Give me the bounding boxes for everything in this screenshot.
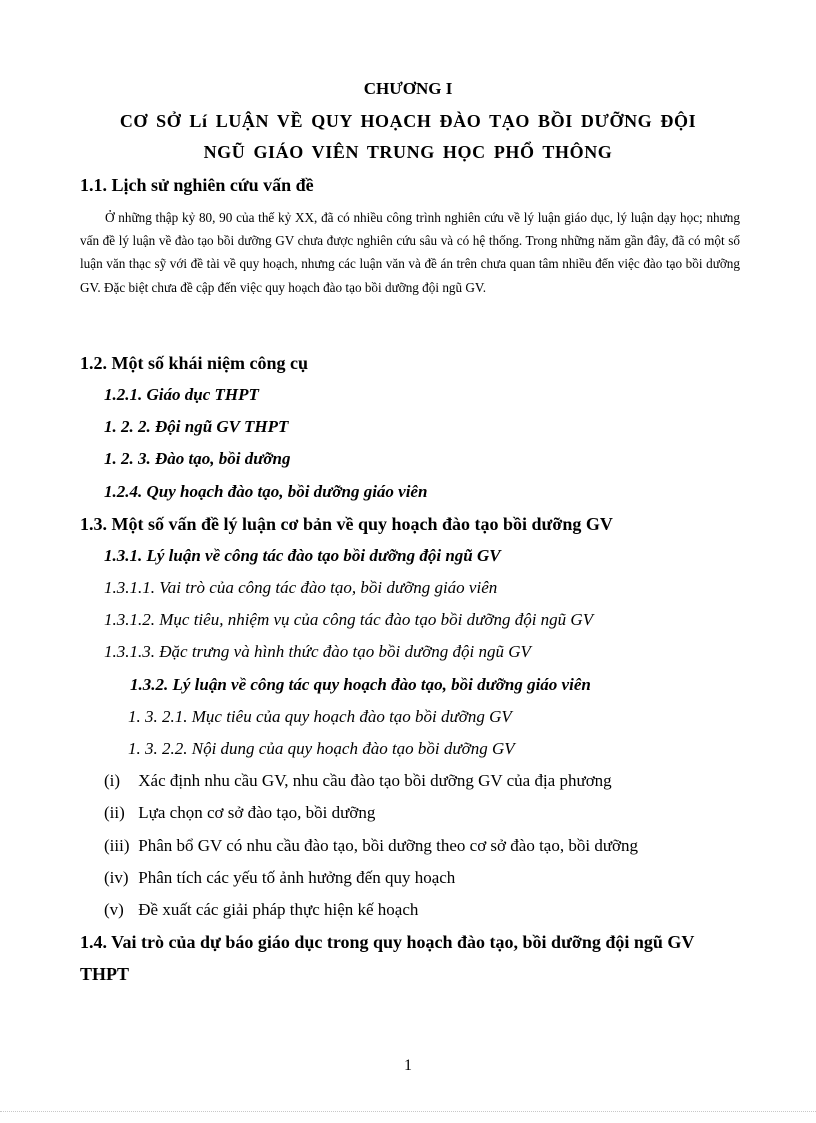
list-item-number: (ii): [104, 803, 125, 822]
section-heading-1-3: 1.3. Một số vấn đề lý luận cơ bản về quy hoạch đào tạo bồi dưỡng GV: [80, 514, 613, 534]
section-heading-1-4-line-2: THPT: [80, 964, 130, 984]
list-item: [104, 772, 612, 789]
subsection-1-3-1-3: 1.3.1.3. Đặc trưng và hình thức đào tạo bồi dưỡng đội ngũ GV: [104, 642, 531, 661]
list-item-number: (v): [104, 900, 124, 919]
list-item-text: Xác định nhu cầu GV, nhu cầu đào tạo bồi dưỡng GV của địa phương: [138, 771, 612, 790]
subsection-1-2-4: 1.2.4. Quy hoạch đào tạo, bồi dưỡng giáo viên: [104, 482, 428, 501]
subsection-1-2-2: 1. 2. 2. Đội ngũ GV THPT: [104, 417, 289, 436]
list-item-text: Đề xuất các giải pháp thực hiện kế hoạch: [138, 900, 419, 919]
chapter-title-line-1: CƠ SỞ Lí LUẬN VỀ QUY HOẠCH ĐÀO TẠO BỒI DƯỠNG ĐỘI: [119, 111, 697, 131]
subsection-1-3-1-2: 1.3.1.2. Mục tiêu, nhiệm vụ của công tác đào tạo bồi dưỡng đội ngũ GV: [104, 610, 594, 629]
section-heading-1-4-line-1: 1.4. Vai trò của dự báo giáo dục trong quy hoạch đào tạo, bồi dưỡng đội ngũ GV: [80, 932, 695, 952]
chapter-label: CHƯƠNG I: [363, 79, 453, 98]
subsection-1-3-2: 1.3.2. Lý luận về công tác quy hoạch đào tạo, bồi dưỡng giáo viên: [130, 675, 591, 694]
subsection-1-3-2-2: 1. 3. 2.2. Nội dung của quy hoạch đào tạo bồi dưỡng GV: [128, 739, 515, 758]
list-item-number: (iv): [104, 868, 129, 887]
list-item: [104, 901, 418, 918]
subsection-1-3-1: 1.3.1. Lý luận về công tác đào tạo bồi dưỡng đội ngũ GV: [104, 546, 501, 565]
list-item-number: (i): [104, 771, 121, 790]
list-item-number: (iii): [104, 836, 130, 855]
list-item-text: Phân bổ GV có nhu cầu đào tạo, bồi dưỡng theo cơ sở đào tạo, bồi dưỡng: [138, 836, 639, 855]
list-item: [104, 869, 455, 886]
page-bottom-divider: [0, 1111, 816, 1112]
chapter-title-line-2: NGŨ GIÁO VIÊN TRUNG HỌC PHỔ THÔNG: [203, 142, 613, 162]
subsection-1-2-1: 1.2.1. Giáo dục THPT: [104, 385, 259, 404]
list-item: [104, 837, 638, 854]
list-item: [104, 804, 375, 821]
section-1-1-paragraph: Ở những thập kỷ 80, 90 của thế kỷ XX, đã có nhiều công trình nghiên cứu về lý luận giáo dục, lý luận dạy học; nhưng vấn đề lý luận về đào tạo bồi dưỡng GV chưa được nghiên cứu sâu và có hệ thống. Trong những năm gần đây, đã có một số luận văn thạc sỹ với đề tài về quy hoạch, nhưng các luận văn và đề án trên chưa quan tâm nhiều đến việc đào tạo bồi dưỡng GV. Đặc biệt chưa đề cập đến việc quy hoạch đào tạo bồi dưỡng đội ngũ GV.: [80, 210, 740, 295]
section-heading-1-1: 1.1. Lịch sử nghiên cứu vấn đề: [80, 175, 314, 195]
page-number: 1: [404, 1057, 412, 1074]
list-item-text: Lựa chọn cơ sở đào tạo, bồi dưỡng: [138, 803, 376, 822]
list-item-text: Phân tích các yếu tố ảnh hưởng đến quy hoạch: [138, 868, 456, 887]
subsection-1-3-2-1: 1. 3. 2.1. Mục tiêu của quy hoạch đào tạo bồi dưỡng GV: [128, 707, 512, 726]
subsection-1-2-3: 1. 2. 3. Đào tạo, bồi dưỡng: [104, 449, 291, 468]
subsection-1-3-1-1: 1.3.1.1. Vai trò của công tác đào tạo, bồi dưỡng giáo viên: [104, 578, 498, 597]
section-heading-1-2: 1.2. Một số khái niệm công cụ: [80, 353, 309, 373]
